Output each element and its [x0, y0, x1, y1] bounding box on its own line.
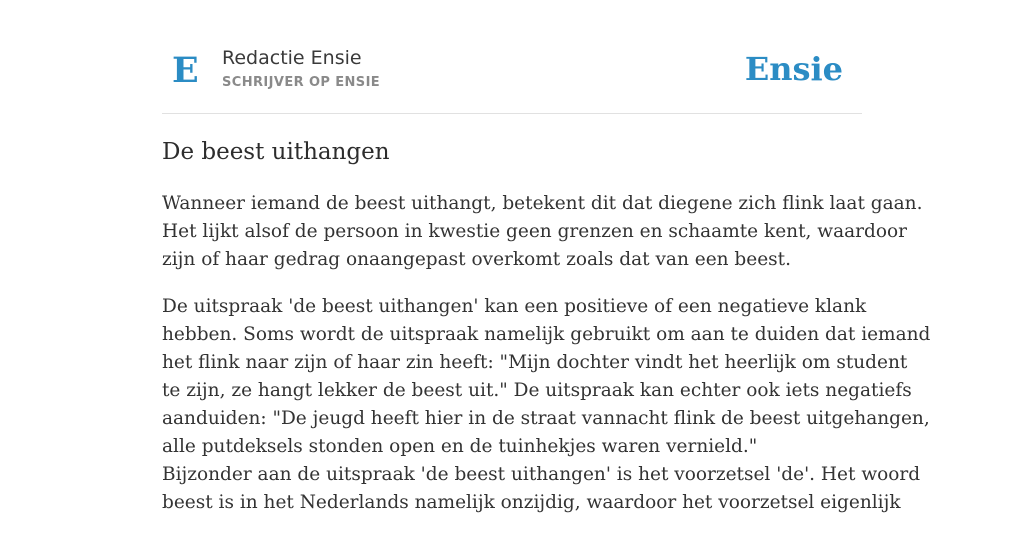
- paragraph-line: alle putdeksels stonden open en de tuinhekjes waren vernield.": [162, 436, 758, 457]
- brand-logo[interactable]: Ensie: [744, 50, 843, 88]
- author-avatar[interactable]: E: [172, 50, 199, 91]
- paragraph: [162, 190, 923, 274]
- author-name-link[interactable]: Redactie Ensie: [222, 47, 362, 69]
- paragraph-line: Bijzonder aan de uitspraak 'de beest uithangen' is het voorzetsel 'de'. Het woord: [162, 464, 921, 485]
- article-title: De beest uithangen: [162, 139, 390, 165]
- article-page: [162, 0, 931, 513]
- paragraph-line: De uitspraak 'de beest uithangen' kan een positieve of een negatieve klank: [162, 296, 867, 317]
- paragraph-line: Het lijkt alsof de persoon in kwestie geen grenzen en schaamte kent, waardoor: [162, 221, 907, 242]
- paragraph-line: het flink naar zijn of haar zin heeft: "Mijn dochter vindt het heerlijk om student: [162, 352, 908, 373]
- paragraph-line: zijn of haar gedrag onaangepast overkomt zoals dat van een beest.: [162, 249, 791, 270]
- article-body: [162, 190, 931, 536]
- paragraph-line: aanduiden: "De jeugd heeft hier in de straat vannacht flink de beest uitgehangen,: [162, 408, 930, 429]
- paragraph-line: hebben. Soms wordt de uitspraak namelijk gebruikt om aan te duiden dat iemand: [162, 324, 931, 345]
- paragraph-line: Wanneer iemand de beest uithangt, betekent dit dat diegene zich flink laat gaan.: [162, 193, 923, 214]
- author-role: SCHRIJVER OP ENSIE: [222, 75, 381, 90]
- paragraph-line: te zijn, ze hangt lekker de beest uit." De uitspraak kan echter ook iets negatiefs: [162, 380, 912, 401]
- paragraph: [162, 293, 931, 517]
- paragraph-line: beest is in het Nederlands namelijk onzijdig, waardoor het voorzetsel eigenlijk: [162, 492, 901, 513]
- author-header: [162, 0, 862, 114]
